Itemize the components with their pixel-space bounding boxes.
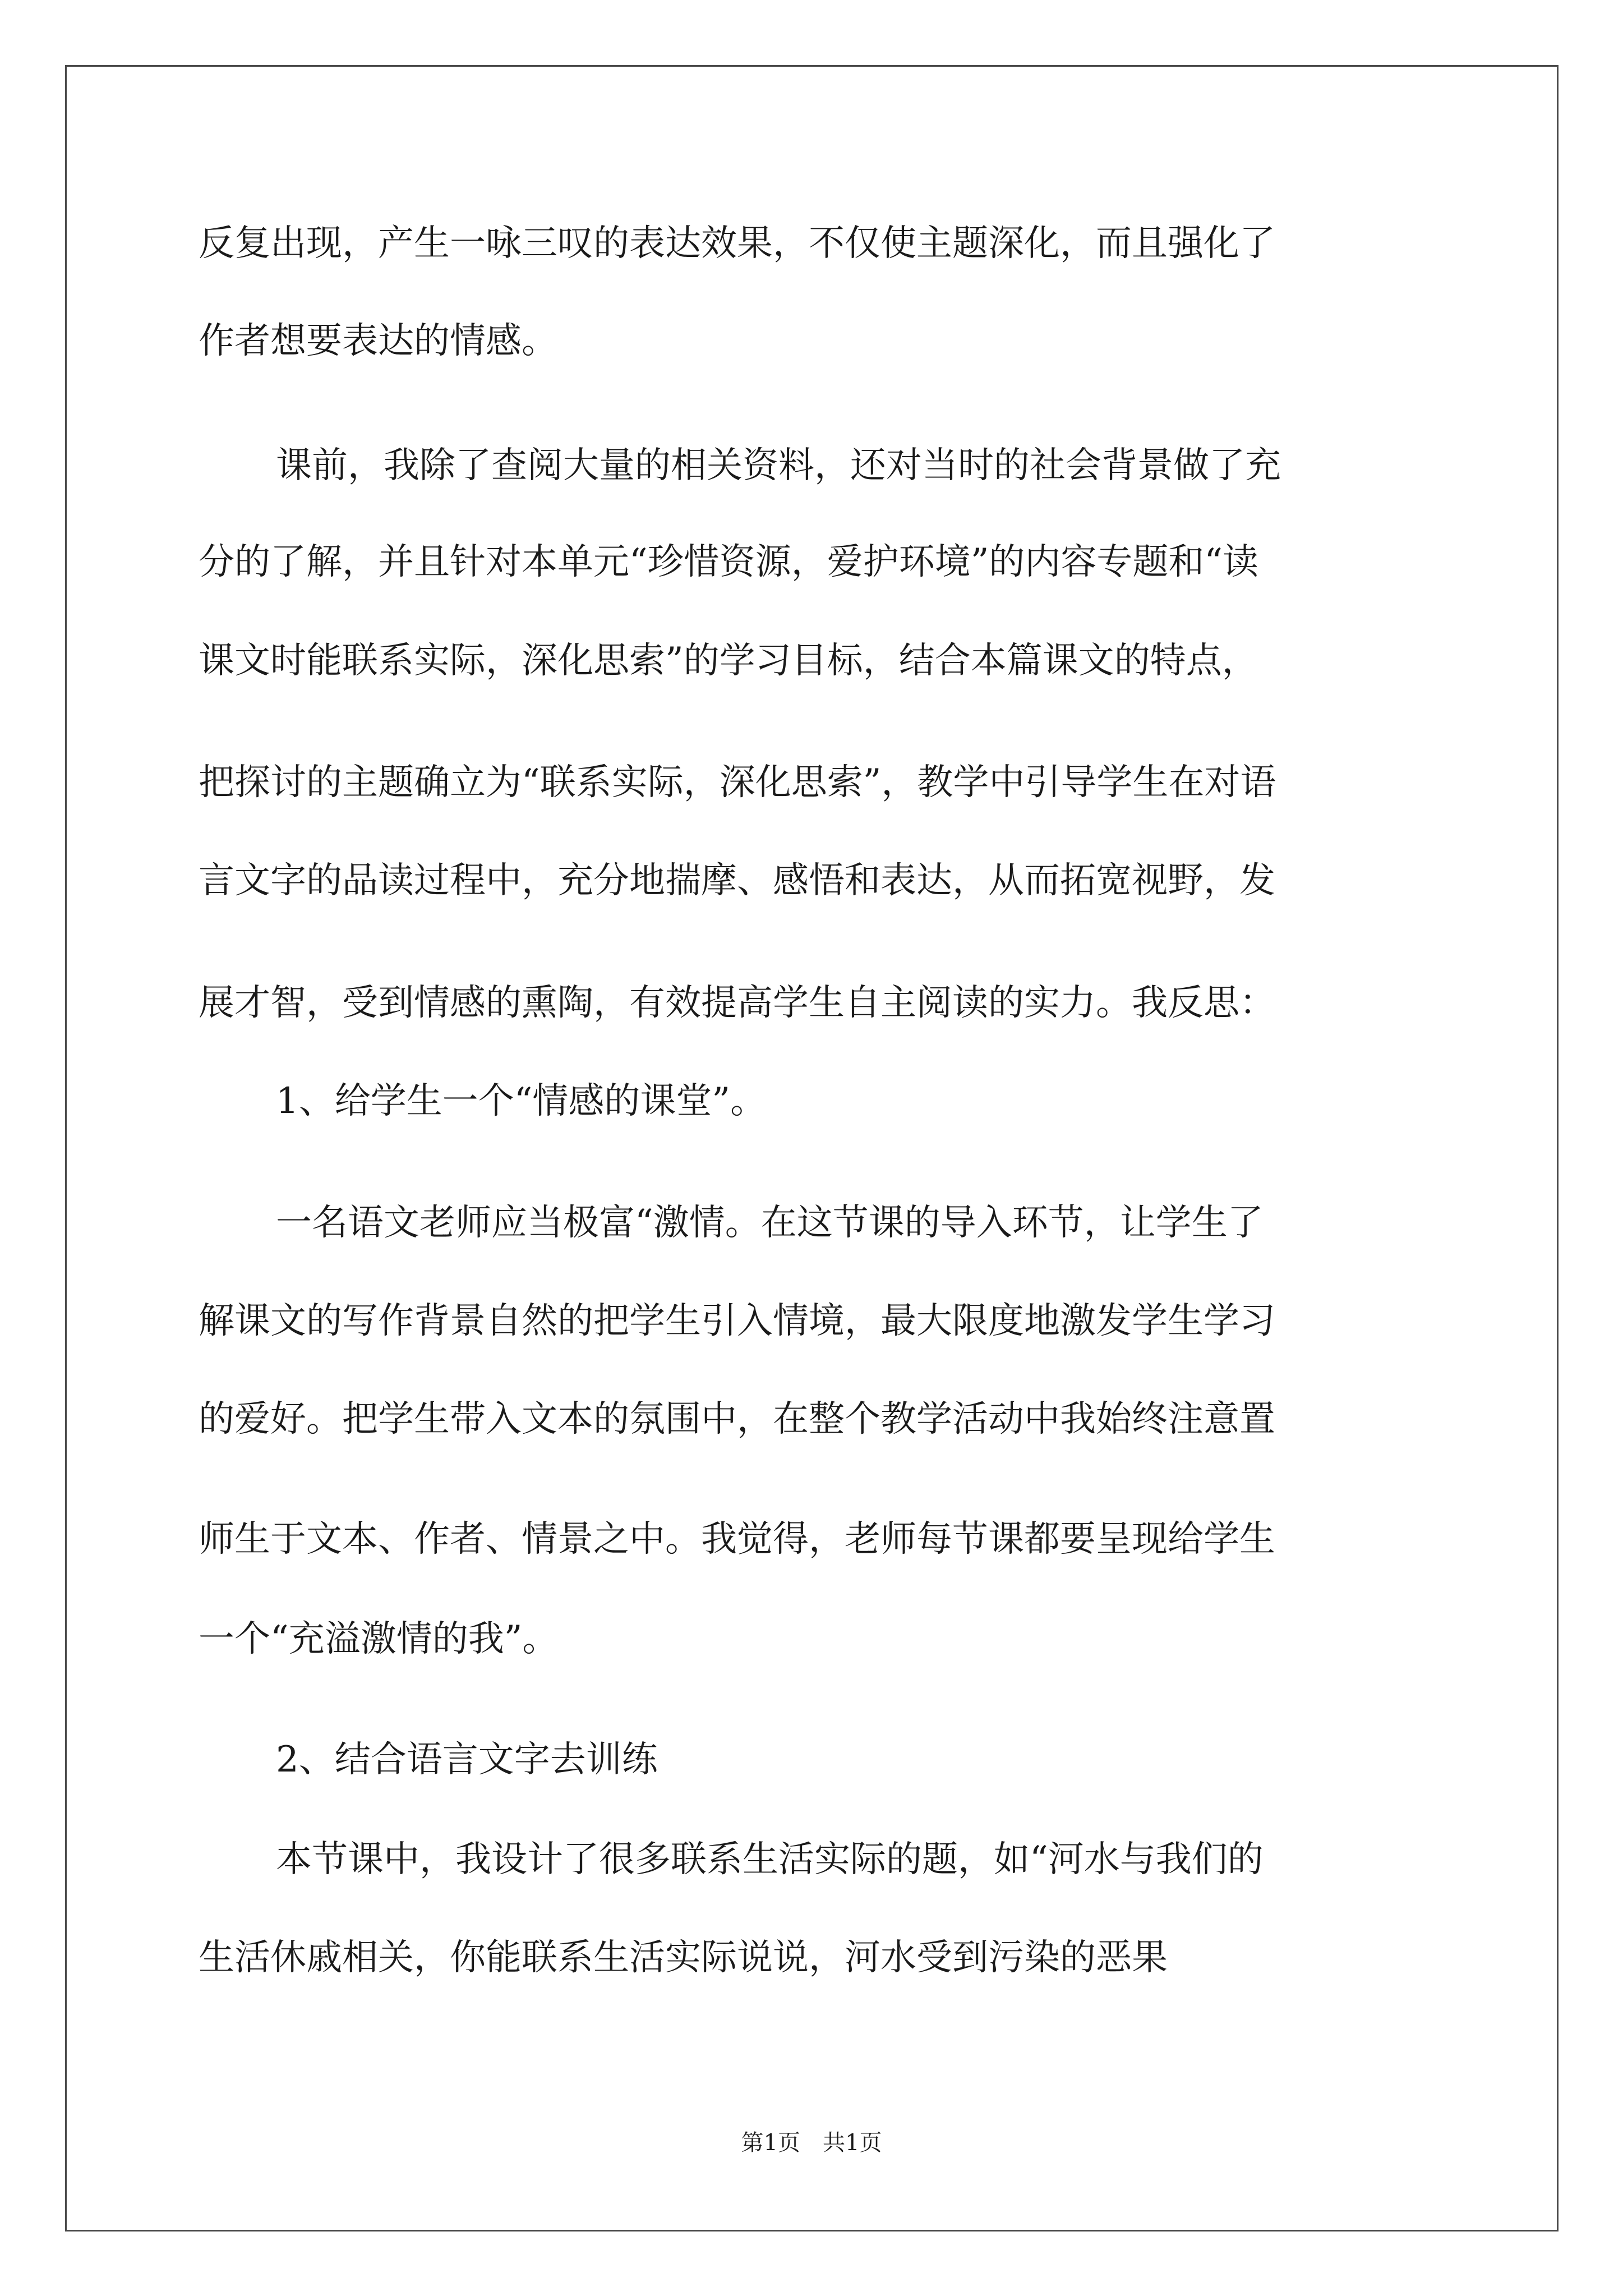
body-line: 反复出现，产生一咏三叹的表达效果，不仅使主题深化，而且强化了 [199,223,1275,264]
body-line: 把探讨的主题确立为“联系实际，深化思索”，教学中引导学生在对语 [199,762,1276,803]
list-heading-1: 1、给学生一个“情感的课堂”。 [276,1080,767,1122]
paragraph-first-line: 课前，我除了查阅大量的相关资料，还对当时的社会背景做了充 [276,445,1281,486]
body-line: 师生于文本、作者、情景之中。我觉得，老师每节课都要呈现给学生 [199,1519,1275,1560]
body-line: 解课文的写作背景自然的把学生引入情境，最大限度地激发学生学习 [199,1300,1275,1342]
body-line: 展才智，受到情感的熏陶，有效提高学生自主阅读的实力。我反思： [199,982,1275,1024]
page-border [65,65,1559,2231]
body-line: 生活休戚相关，你能联系生活实际说说，河水受到污染的恶果 [199,1937,1168,1978]
body-line: 的爱好。把学生带入文本的氛围中，在整个教学活动中我始终注意置 [199,1398,1275,1440]
paragraph-first-line: 本节课中，我设计了很多联系生活实际的题，如“河水与我们的 [276,1839,1264,1880]
body-line: 课文时能联系实际，深化思索”的学习目标，结合本篇课文的特点， [199,640,1258,682]
paragraph-first-line: 一名语文老师应当极富“激情。在这节课的导入环节，让学生了 [276,1202,1264,1244]
body-line: 言文字的品读过程中，充分地揣摩、感悟和表达，从而拓宽视野，发 [199,860,1275,901]
list-heading-2: 2、结合语言文字去训练 [276,1739,658,1780]
body-line: 作者想要表达的情感。 [199,320,557,362]
body-line: 一个“充溢激情的我”。 [199,1618,559,1660]
page-footer: 第1页 共1页 [741,2130,882,2156]
body-line: 分的了解，并且针对本单元“珍惜资源，爱护环境”的内容专题和“读 [199,541,1259,583]
